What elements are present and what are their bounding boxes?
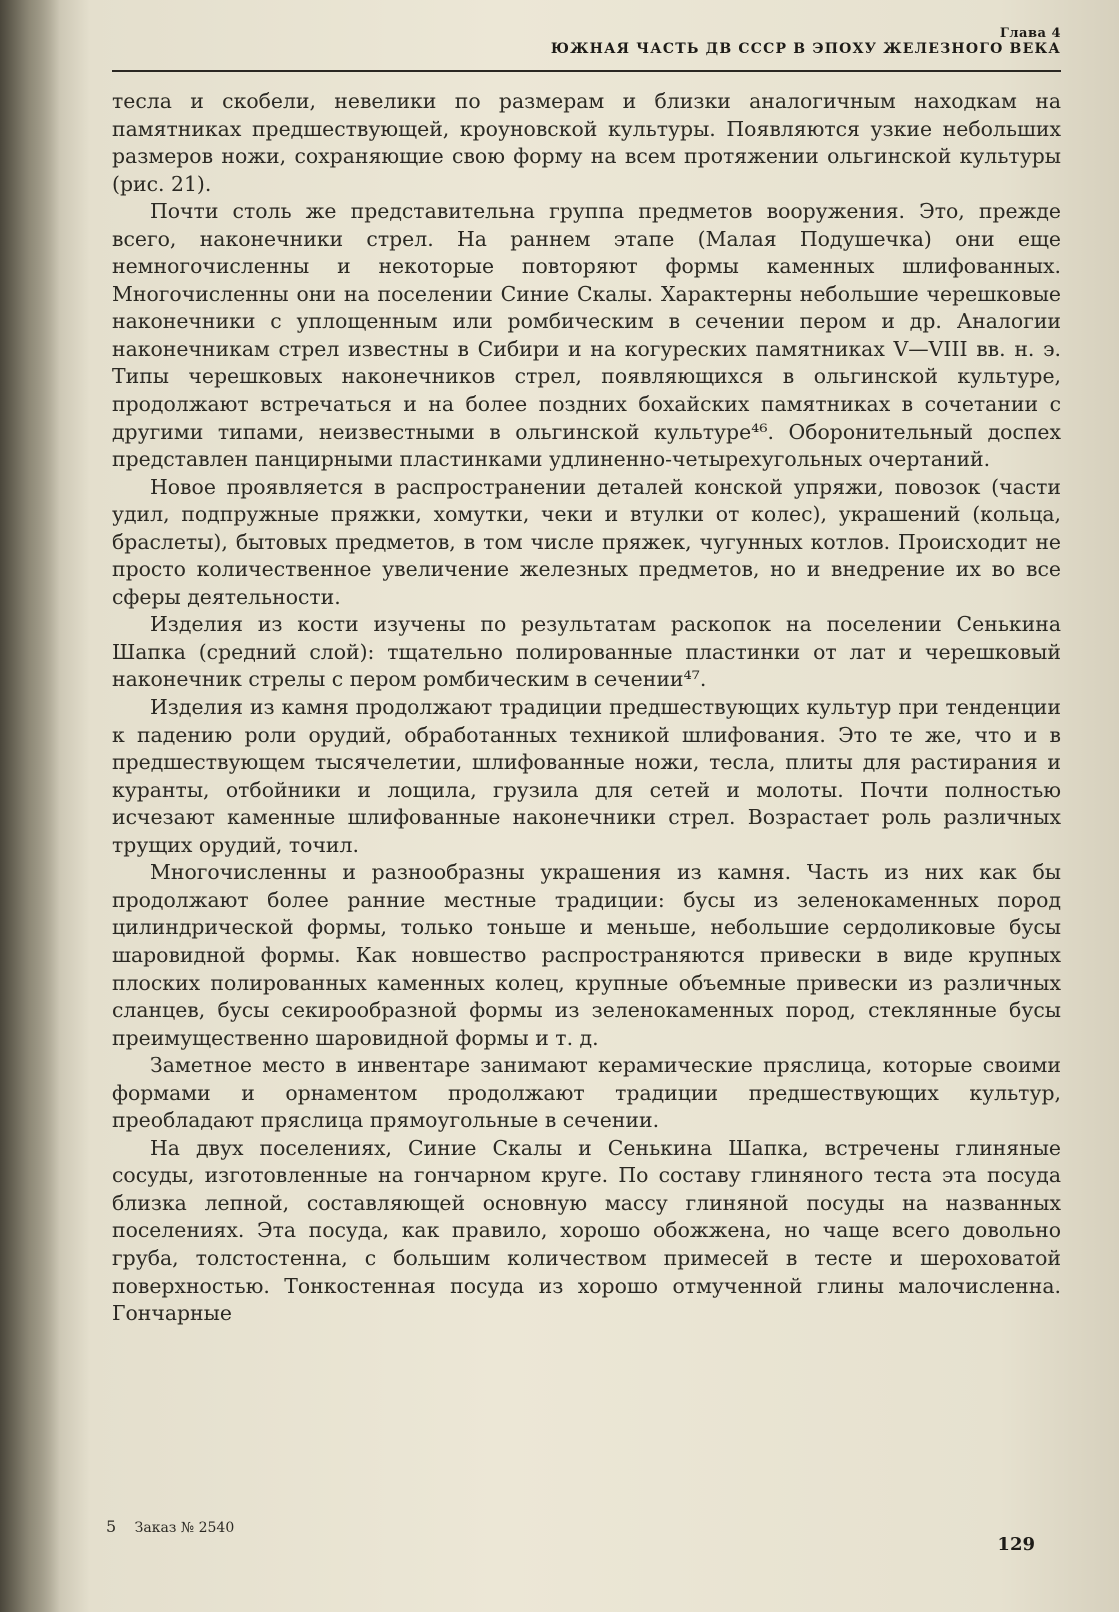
- paragraph: Изделия из камня продолжают традиции предшествующих культур при тенденции к падению роли орудий, обработанных техникой шлифования. Это те же, что и в предшествующем тысячелетии, шлифованные ножи, тесла, плиты для растирания и куранты, отбойники и лощила, грузила для сетей и молоты. Почти полностью исчезают каменные шлифованные наконечники стрел. Возрастает роль различных трущих орудий, точил.: [112, 695, 1061, 857]
- running-title: ЮЖНАЯ ЧАСТЬ ДВ СССР В ЭПОХУ ЖЕЛЕЗНОГО ВЕКА: [550, 41, 1061, 57]
- body-text: [112, 88, 1061, 1328]
- paragraph: тесла и скобели, невелики по размерам и близки аналогичным находкам на памятниках предшествующей, кроуновской культуры. Появляются узкие небольших размеров ножи, сохраняющие свою форму на всем протяжении ольгинской культуры (рис. 21).: [112, 89, 1061, 196]
- page-header: [112, 26, 1061, 57]
- paragraph: Заметное место в инвентаре занимают керамические пряслица, которые своими формами и орнаментом продолжают традиции предшествующих культур, преобладают пряслица прямоугольные в сечении.: [112, 1053, 1061, 1133]
- signature-mark: 5: [106, 1517, 117, 1536]
- book-spine-shadow: [0, 0, 60, 1612]
- paragraph: На двух поселениях, Синие Скалы и Сенькина Шапка, встречены глиняные сосуды, изготовленные на гончарном круге. По составу глиняного теста эта посуда близка лепной, составляющей основную массу глиняной посуды на названных поселениях. Эта посуда, как правило, хорошо обожжена, но чаще всего довольно груба, толстостенна, с большим количеством примесей в тесте и шероховатой поверхностью. Тонкостенная посуда из хорошо отмученной глины малочисленна. Гончарные: [112, 1135, 1061, 1326]
- page-number: 129: [997, 1534, 1035, 1555]
- paragraph: Многочисленны и разнообразны украшения из камня. Часть из них как бы продолжают более ранние местные традиции: бусы из зеленокаменных пород цилиндрической формы, только тоньше и меньше, небольшие сердоликовые бусы шаровидной формы. Как новшество распространяются привески в виде крупных плоских полированных каменных колец, крупные объемные привески из различных сланцев, бусы секирообразной формы из зеленокаменных пород, стеклянные бусы преимущественно шаровидной формы и т. д.: [112, 860, 1061, 1050]
- paragraph: Изделия из кости изучены по результатам раскопок на поселении Сенькина Шапка (средний слой): тщательно полированные пластинки от лат и черешковый наконечник стрелы с пером ромбическим в сечении⁴⁷.: [112, 612, 1061, 692]
- print-signature: [106, 1517, 234, 1536]
- paragraph: Почти столь же представительна группа предметов вооружения. Это, прежде всего, наконечники стрел. На раннем этапе (Малая Подушечка) они еще немногочисленны и некоторые повторяют формы каменных шлифованных. Многочисленны они на поселении Синие Скалы. Характерны небольшие черешковые наконечники с уплощенным или ромбическим в сечении пером и др. Аналогии наконечникам стрел известны в Сибири и на когуреских памятниках V—VIII вв. н. э. Типы черешковых наконечников стрел, появляющихся в ольгинской культуре, продолжают встречаться и на более поздних бохайских памятниках в сочетании с другими типами, неизвестными в ольгинской культуре⁴⁶. Оборонительный доспех представлен панцирными пластинками удлиненно-четырехугольных очертаний.: [112, 199, 1061, 472]
- order-number: Заказ № 2540: [134, 1520, 235, 1536]
- chapter-label: Глава 4: [999, 26, 1061, 41]
- header-rule: [112, 70, 1061, 72]
- paragraph: Новое проявляется в распространении деталей конской упряжи, повозок (части удил, подпружные пряжки, хомутки, чеки и втулки от колес), украшений (кольца, браслеты), бытовых предметов, в том числе пряжек, чугунных котлов. Происходит не просто количественное увеличение железных предметов, но и внедрение их во все сферы деятельности.: [112, 474, 1061, 609]
